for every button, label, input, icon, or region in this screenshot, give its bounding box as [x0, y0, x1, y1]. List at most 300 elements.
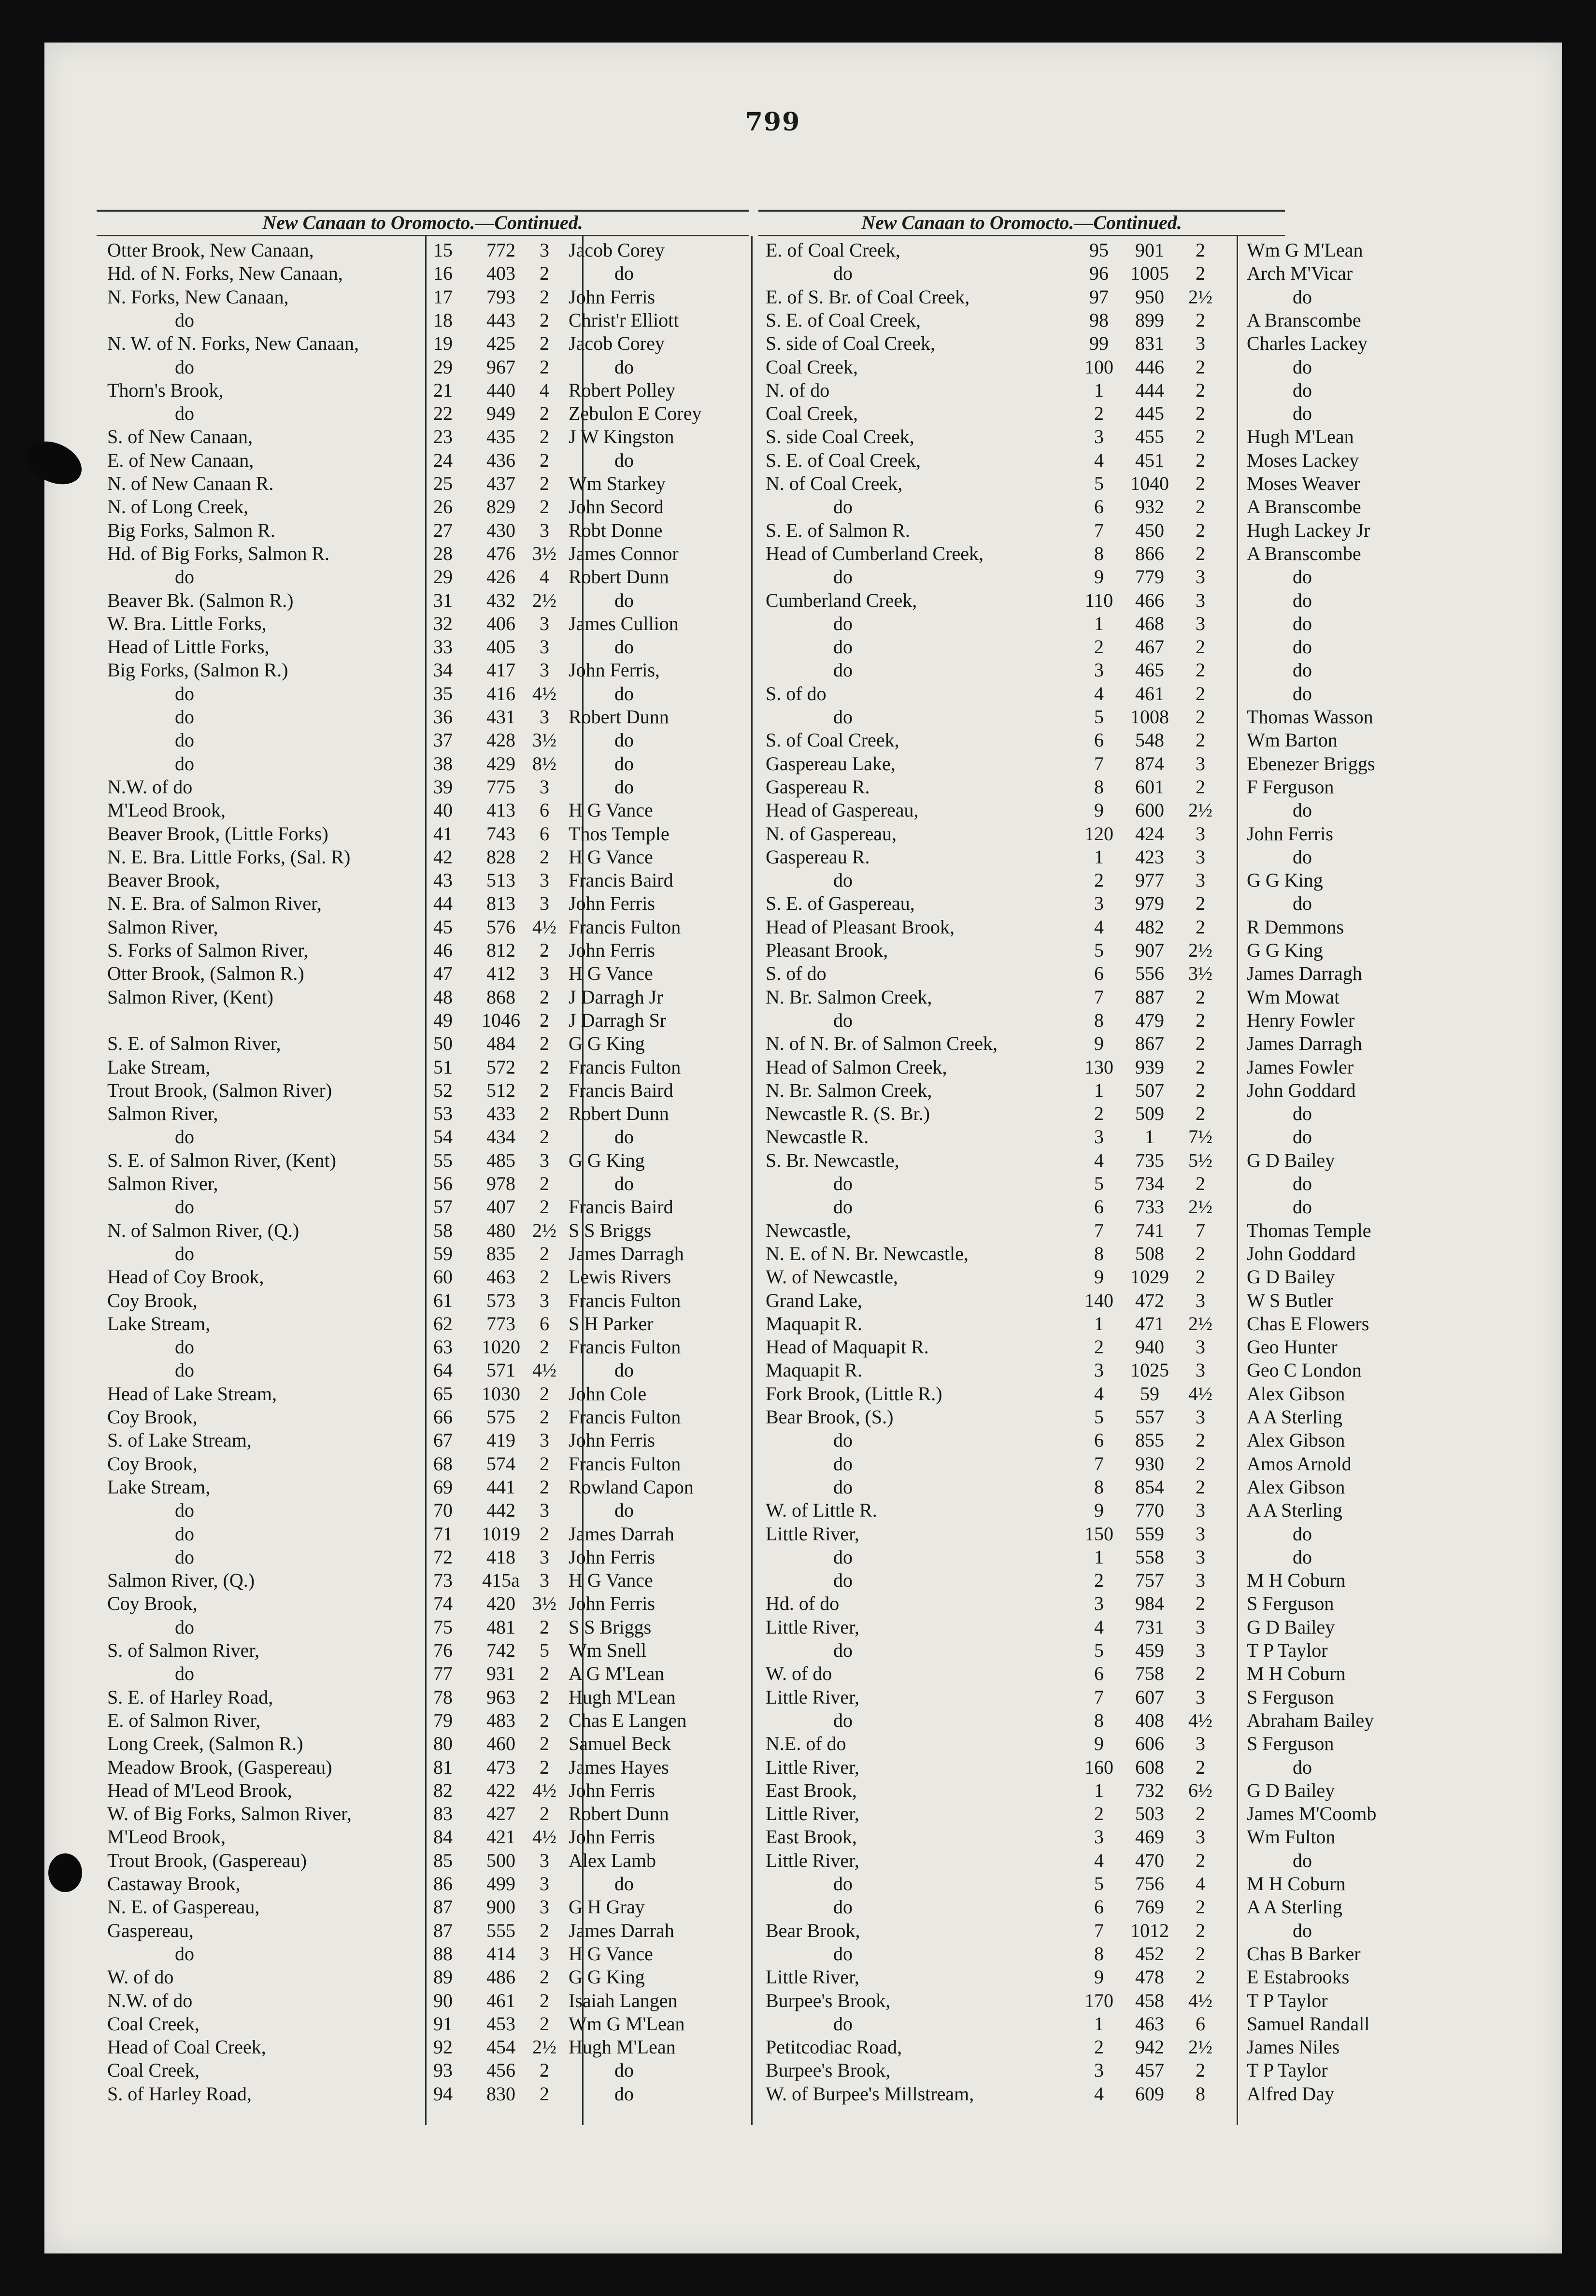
- right-column-heading: New Canaan to Oromocto.—Continued.: [861, 212, 1182, 233]
- cell-place: N. Br. Salmon Creek,: [766, 986, 932, 1008]
- cell-acres: 500: [486, 1849, 515, 1871]
- table-row: [107, 1895, 745, 1919]
- cell-name: do: [1293, 1522, 1312, 1545]
- table-row: [766, 1382, 1403, 1406]
- table-row: [107, 1335, 745, 1359]
- cell-lot: 55: [433, 1149, 453, 1171]
- cell-acres: 437: [486, 473, 515, 494]
- cell-acres: 741: [1135, 1219, 1164, 1241]
- table-row: [766, 682, 1403, 705]
- cell-lot: 25: [433, 473, 453, 494]
- cell-lot: 3: [1094, 1126, 1104, 1148]
- table-row: [766, 1125, 1403, 1148]
- table-row: [766, 892, 1403, 915]
- cell-lot: 2: [1094, 636, 1104, 658]
- cell-acres: 507: [1135, 1079, 1164, 1101]
- cell-lot: 54: [433, 1126, 453, 1148]
- cell-place: do: [175, 1616, 194, 1638]
- cell-acres: 415a: [482, 1569, 520, 1592]
- cell-cls: 2½: [1188, 286, 1212, 308]
- cell-name: Geo Hunter: [1247, 1336, 1338, 1358]
- cell-acres: 775: [486, 775, 515, 798]
- cell-lot: 7: [1094, 1452, 1104, 1475]
- cell-lot: 35: [433, 682, 453, 704]
- table-row: [766, 472, 1403, 495]
- cell-acres: 472: [1135, 1289, 1164, 1311]
- cell-name: Charles Lackey: [1247, 332, 1368, 355]
- table-row: [766, 565, 1403, 588]
- cell-lot: 49: [433, 1009, 453, 1031]
- table-row: [766, 1289, 1403, 1312]
- cell-cls: 2½: [1188, 2036, 1212, 2058]
- cell-place: Coy Brook,: [107, 1593, 198, 1615]
- table-row: [766, 1779, 1403, 1802]
- cell-cls: 2: [540, 1033, 549, 1055]
- cell-lot: 61: [433, 1289, 453, 1311]
- cell-lot: 1: [1094, 846, 1104, 868]
- table-row: [107, 705, 745, 729]
- cell-name: Samuel Beck: [569, 1733, 671, 1755]
- cell-acres: 558: [1135, 1546, 1164, 1568]
- cell-cls: 2: [1196, 1079, 1205, 1101]
- cell-cls: 3: [1196, 332, 1205, 355]
- cell-cls: 3: [1196, 1499, 1205, 1521]
- cell-place: do: [833, 1173, 853, 1194]
- cell-lot: 48: [433, 986, 453, 1008]
- cell-cls: 2: [540, 1126, 549, 1148]
- cell-acres: 939: [1135, 1056, 1164, 1078]
- cell-cls: 2: [540, 1452, 549, 1475]
- cell-place: do: [175, 729, 194, 751]
- cell-cls: 7½: [1188, 1126, 1212, 1148]
- cell-lot: 92: [433, 2036, 453, 2058]
- cell-acres: 480: [486, 1219, 515, 1241]
- cell-name: Alex Gibson: [1247, 1476, 1345, 1498]
- cell-name: J Darragh Sr: [569, 1009, 667, 1031]
- cell-lot: 4: [1094, 916, 1104, 938]
- cell-acres: 485: [486, 1149, 515, 1171]
- cell-cls: 2: [540, 1056, 549, 1078]
- cell-acres: 830: [486, 2082, 515, 2105]
- cell-cls: 2: [1196, 239, 1205, 261]
- cell-place: East Brook,: [766, 1826, 857, 1848]
- cell-cls: 2: [540, 286, 549, 308]
- table-row: [107, 1825, 745, 1849]
- cell-lot: 47: [433, 962, 453, 985]
- cell-cls: 2: [540, 473, 549, 494]
- cell-place: Trout Brook, (Salmon River): [107, 1079, 332, 1101]
- cell-lot: 7: [1094, 1919, 1104, 1941]
- cell-cls: 2: [1196, 402, 1205, 425]
- cell-lot: 8: [1094, 1942, 1104, 1965]
- cell-cls: 2: [540, 1803, 549, 1825]
- cell-cls: 2½: [532, 1219, 556, 1241]
- cell-cls: 6: [540, 1312, 549, 1335]
- cell-acres: 907: [1135, 939, 1164, 961]
- table-row: [766, 846, 1403, 869]
- cell-name: John Ferris: [569, 1779, 655, 1801]
- cell-place: Beaver Brook, (Little Forks): [107, 822, 328, 845]
- table-row: [107, 1989, 745, 2012]
- cell-name: Hugh Lackey Jr: [1247, 519, 1370, 541]
- cell-place: N. Br. Salmon Creek,: [766, 1079, 932, 1101]
- cell-cls: 2: [540, 356, 549, 378]
- cell-lot: 69: [433, 1476, 453, 1498]
- cell-cls: 2: [1196, 1009, 1205, 1031]
- cell-lot: 24: [433, 449, 453, 471]
- cell-cls: 2: [540, 262, 549, 285]
- cell-name: do: [614, 1873, 634, 1894]
- cell-lot: 66: [433, 1406, 453, 1428]
- cell-lot: 5: [1094, 939, 1104, 961]
- table-row: [107, 892, 745, 915]
- cell-acres: 1005: [1130, 262, 1169, 285]
- table-row: [107, 1125, 745, 1148]
- table-row: [107, 2012, 745, 2036]
- table-row: [766, 449, 1403, 472]
- cell-acres: 556: [1135, 962, 1164, 985]
- cell-lot: 3: [1094, 426, 1104, 448]
- cell-name: Hugh M'Lean: [569, 2036, 676, 2058]
- cell-cls: 6: [540, 822, 549, 845]
- cell-name: do: [614, 682, 634, 704]
- cell-cls: 2: [540, 1242, 549, 1264]
- table-row: [107, 2082, 745, 2106]
- cell-acres: 735: [1135, 1149, 1164, 1171]
- cell-acres: 606: [1135, 1733, 1164, 1755]
- cell-name: G D Bailey: [1247, 1266, 1335, 1288]
- cell-place: M'Leod Brook,: [107, 1826, 226, 1848]
- cell-acres: 950: [1135, 286, 1164, 308]
- cell-lot: 71: [433, 1522, 453, 1545]
- cell-place: E. of Coal Creek,: [766, 239, 900, 261]
- cell-name: do: [1293, 1849, 1312, 1871]
- cell-cls: 2: [1196, 1896, 1205, 1918]
- cell-place: Meadow Brook, (Gaspereau): [107, 1756, 332, 1778]
- cell-cls: 2: [1196, 473, 1205, 494]
- cell-place: N. E. of N. Br. Newcastle,: [766, 1242, 969, 1264]
- cell-place: Gaspereau R.: [766, 775, 870, 798]
- table-row: [766, 1359, 1403, 1382]
- cell-cls: 2: [1196, 706, 1205, 728]
- cell-cls: 2: [540, 1989, 549, 2011]
- cell-cls: 2: [1196, 1593, 1205, 1615]
- cell-lot: 4: [1094, 1849, 1104, 1871]
- cell-name: Arch M'Vicar: [1247, 262, 1353, 285]
- cell-cls: 2: [1196, 1103, 1205, 1125]
- cell-acres: 831: [1135, 332, 1164, 355]
- cell-name: G G King: [1247, 869, 1323, 891]
- cell-lot: 110: [1084, 589, 1113, 611]
- cell-name: do: [614, 1173, 634, 1194]
- cell-place: S. of Harley Road,: [107, 2082, 252, 2105]
- cell-lot: 9: [1094, 1499, 1104, 1521]
- cell-acres: 435: [486, 426, 515, 448]
- cell-name: W S Butler: [1247, 1289, 1334, 1311]
- cell-name: do: [1293, 1546, 1312, 1568]
- cell-name: Robert Dunn: [569, 566, 669, 588]
- cell-cls: 2: [540, 986, 549, 1008]
- cell-place: Newcastle,: [766, 1219, 851, 1241]
- cell-name: Lewis Rivers: [569, 1266, 671, 1288]
- cell-place: N. W. of N. Forks, New Canaan,: [107, 332, 359, 355]
- cell-acres: 1019: [482, 1522, 520, 1545]
- cell-name: A A Sterling: [1247, 1499, 1342, 1521]
- cell-lot: 100: [1084, 356, 1113, 378]
- cell-name: R Demmons: [1247, 916, 1344, 938]
- cell-cls: 3: [1196, 752, 1205, 775]
- cell-lot: 76: [433, 1639, 453, 1661]
- cell-place: Head of Gaspereau,: [766, 799, 919, 821]
- cell-place: Cumberland Creek,: [766, 589, 917, 611]
- cell-acres: 483: [486, 1709, 515, 1731]
- cell-acres: 812: [486, 939, 515, 961]
- cell-acres: 456: [486, 2059, 515, 2081]
- cell-cls: 2: [540, 1522, 549, 1545]
- table-row: [766, 659, 1403, 682]
- cell-place: Big Forks, Salmon R.: [107, 519, 275, 541]
- cell-place: Bear Brook,: [766, 1919, 860, 1941]
- cell-lot: 6: [1094, 1896, 1104, 1918]
- table-row: [107, 1569, 745, 1592]
- table-row: [766, 1522, 1403, 1546]
- cell-place: S. side of Coal Creek,: [766, 332, 936, 355]
- cell-cls: 2: [540, 426, 549, 448]
- cell-cls: 2: [1196, 916, 1205, 938]
- cell-name: John Ferris: [1247, 822, 1333, 845]
- table-row: [766, 1056, 1403, 1079]
- cell-place: N. E. Bra. of Salmon River,: [107, 892, 322, 915]
- cell-name: John Ferris: [569, 892, 655, 915]
- cell-cls: 3: [1196, 1686, 1205, 1708]
- cell-lot: 8: [1094, 1242, 1104, 1264]
- cell-cls: 2: [540, 449, 549, 471]
- cell-lot: 52: [433, 1079, 453, 1101]
- table-row: [107, 1009, 745, 1032]
- cell-acres: 442: [486, 1499, 515, 1521]
- table-row: [766, 379, 1403, 402]
- cell-name: James Darrah: [569, 1522, 674, 1545]
- cell-acres: 769: [1135, 1896, 1164, 1918]
- cell-place: do: [175, 1499, 194, 1521]
- cell-lot: 9: [1094, 799, 1104, 821]
- cell-place: Gaspereau R.: [766, 846, 870, 868]
- cell-acres: 557: [1135, 1406, 1164, 1428]
- cell-name: A Branscombe: [1247, 542, 1361, 564]
- table-row: [766, 1825, 1403, 1849]
- cell-cls: 3: [1196, 1522, 1205, 1545]
- table-row: [107, 986, 745, 1009]
- cell-place: N. of Salmon River, (Q.): [107, 1219, 299, 1241]
- cell-place: S. E. of Gaspereau,: [766, 892, 915, 915]
- cell-cls: 2: [1196, 1756, 1205, 1778]
- cell-place: Otter Brook, (Salmon R.): [107, 962, 304, 985]
- table-row: [107, 1056, 745, 1079]
- table-row: [107, 495, 745, 518]
- table-row: [107, 1406, 745, 1429]
- cell-acres: 418: [486, 1546, 515, 1568]
- cell-lot: 3: [1094, 1826, 1104, 1848]
- cell-name: John Cole: [569, 1382, 647, 1405]
- cell-name: do: [1293, 1103, 1312, 1125]
- cell-lot: 4: [1094, 682, 1104, 704]
- cell-lot: 9: [1094, 566, 1104, 588]
- table-row: [766, 822, 1403, 846]
- cell-place: Maquapit R.: [766, 1359, 862, 1381]
- cell-acres: 433: [486, 1103, 515, 1125]
- cell-acres: 406: [486, 612, 515, 634]
- table-row: [766, 1476, 1403, 1499]
- cell-cls: 3: [540, 1873, 549, 1894]
- cell-cls: 2: [540, 1382, 549, 1405]
- cell-place: Head of Salmon Creek,: [766, 1056, 947, 1078]
- cell-acres: 732: [1135, 1779, 1164, 1801]
- cell-place: do: [833, 1476, 853, 1498]
- cell-lot: 39: [433, 775, 453, 798]
- cell-lot: 51: [433, 1056, 453, 1078]
- cell-acres: 455: [1135, 426, 1164, 448]
- cell-place: Head of Coy Brook,: [107, 1266, 264, 1288]
- cell-place: S. Forks of Salmon River,: [107, 939, 309, 961]
- cell-name: G H Gray: [569, 1896, 645, 1918]
- cell-name: A Branscombe: [1247, 496, 1361, 518]
- cell-place: S. of New Canaan,: [107, 426, 253, 448]
- table-row: [766, 1592, 1403, 1615]
- cell-name: Isaiah Langen: [569, 1989, 678, 2011]
- cell-acres: 829: [486, 496, 515, 518]
- table-row: [107, 1616, 745, 1639]
- cell-lot: 38: [433, 752, 453, 775]
- table-row: [107, 1872, 745, 1895]
- cell-place: N. Forks, New Canaan,: [107, 286, 289, 308]
- cell-cls: 3½: [532, 542, 556, 564]
- cell-name: Chas B Barker: [1247, 1942, 1361, 1965]
- cell-lot: 41: [433, 822, 453, 845]
- cell-place: do: [833, 1709, 853, 1731]
- cell-name: do: [614, 729, 634, 751]
- cell-cls: 4½: [532, 1779, 556, 1801]
- cell-place: do: [175, 356, 194, 378]
- cell-lot: 140: [1084, 1289, 1113, 1311]
- cell-place: do: [833, 869, 853, 891]
- cell-place: Lake Stream,: [107, 1476, 211, 1498]
- table-row: [766, 986, 1403, 1009]
- cell-name: H G Vance: [569, 1942, 653, 1965]
- cell-cls: 3½: [532, 729, 556, 751]
- cell-lot: 7: [1094, 986, 1104, 1008]
- cell-lot: 81: [433, 1756, 453, 1778]
- cell-cls: 2: [540, 1009, 549, 1031]
- cell-lot: 77: [433, 1663, 453, 1685]
- table-row: [766, 1546, 1403, 1569]
- cell-cls: 3½: [1188, 962, 1212, 985]
- cell-cls: 2: [1196, 729, 1205, 751]
- cell-acres: 1029: [1130, 1266, 1169, 1288]
- table-row: [107, 1476, 745, 1499]
- cell-place: do: [833, 1942, 853, 1965]
- table-row: [107, 1592, 745, 1615]
- cell-acres: 457: [1135, 2059, 1164, 2081]
- cell-name: Alex Gibson: [1247, 1382, 1345, 1405]
- cell-name: S S Briggs: [569, 1219, 652, 1241]
- cell-name: G G King: [569, 1033, 645, 1055]
- cell-cls: 2: [1196, 636, 1205, 658]
- cell-place: Salmon River,: [107, 1103, 218, 1125]
- cell-acres: 425: [486, 332, 515, 355]
- cell-lot: 6: [1094, 729, 1104, 751]
- cell-cls: 3½: [532, 1593, 556, 1615]
- table-row: [766, 1172, 1403, 1195]
- table-row: [107, 1942, 745, 1966]
- table-row: [766, 1872, 1403, 1895]
- cell-name: do: [1293, 1756, 1312, 1778]
- cell-lot: 5: [1094, 1639, 1104, 1661]
- cell-acres: 468: [1135, 612, 1164, 634]
- cell-cls: 2: [540, 1196, 549, 1218]
- cell-lot: 63: [433, 1336, 453, 1358]
- table-row: [107, 589, 745, 612]
- cell-acres: 963: [486, 1686, 515, 1708]
- cell-acres: 426: [486, 566, 515, 588]
- cell-name: do: [1293, 286, 1312, 308]
- cell-lot: 68: [433, 1452, 453, 1475]
- table-row: [766, 2082, 1403, 2106]
- cell-acres: 1030: [482, 1382, 520, 1405]
- table-row: [107, 1732, 745, 1755]
- cell-lot: 87: [433, 1896, 453, 1918]
- cell-name: do: [614, 2059, 634, 2081]
- cell-lot: 79: [433, 1709, 453, 1731]
- cell-place: W. of Newcastle,: [766, 1266, 898, 1288]
- cell-name: do: [1293, 1173, 1312, 1194]
- cell-name: James Darragh: [1247, 1033, 1362, 1055]
- cell-place: do: [175, 682, 194, 704]
- table-row: [766, 1032, 1403, 1055]
- cell-name: John Ferris: [569, 286, 655, 308]
- cell-name: H G Vance: [569, 962, 653, 985]
- table-row: [107, 729, 745, 752]
- cell-place: S. E. of Salmon River, (Kent): [107, 1149, 336, 1171]
- cell-cls: 3: [540, 1546, 549, 1568]
- cell-name: John Ferris: [569, 1593, 655, 1615]
- cell-cls: 2: [1196, 1942, 1205, 1965]
- cell-name: S S Briggs: [569, 1616, 652, 1638]
- cell-lot: 6: [1094, 962, 1104, 985]
- table-row: [107, 1756, 745, 1779]
- cell-acres: 463: [1135, 2012, 1164, 2035]
- cell-name: do: [614, 752, 634, 775]
- table-row: [107, 1686, 745, 1709]
- cell-place: do: [175, 1663, 194, 1685]
- cell-name: do: [614, 1126, 634, 1148]
- cell-place: Big Forks, (Salmon R.): [107, 659, 288, 681]
- cell-name: do: [1293, 1919, 1312, 1941]
- cell-place: Burpee's Brook,: [766, 1989, 891, 2011]
- cell-cls: 3: [540, 1896, 549, 1918]
- cell-acres: 940: [1135, 1336, 1164, 1358]
- cell-place: Burpee's Brook,: [766, 2059, 891, 2081]
- cell-name: T P Taylor: [1247, 1989, 1328, 2011]
- cell-cls: 7: [1196, 1219, 1205, 1241]
- cell-lot: 94: [433, 2082, 453, 2105]
- cell-lot: 42: [433, 846, 453, 868]
- cell-acres: 423: [1135, 846, 1164, 868]
- cell-name: M H Coburn: [1247, 1873, 1346, 1894]
- table-row: [766, 1709, 1403, 1732]
- cell-place: Salmon River, (Kent): [107, 986, 273, 1008]
- cell-acres: 772: [486, 239, 515, 261]
- cell-place: do: [833, 659, 853, 681]
